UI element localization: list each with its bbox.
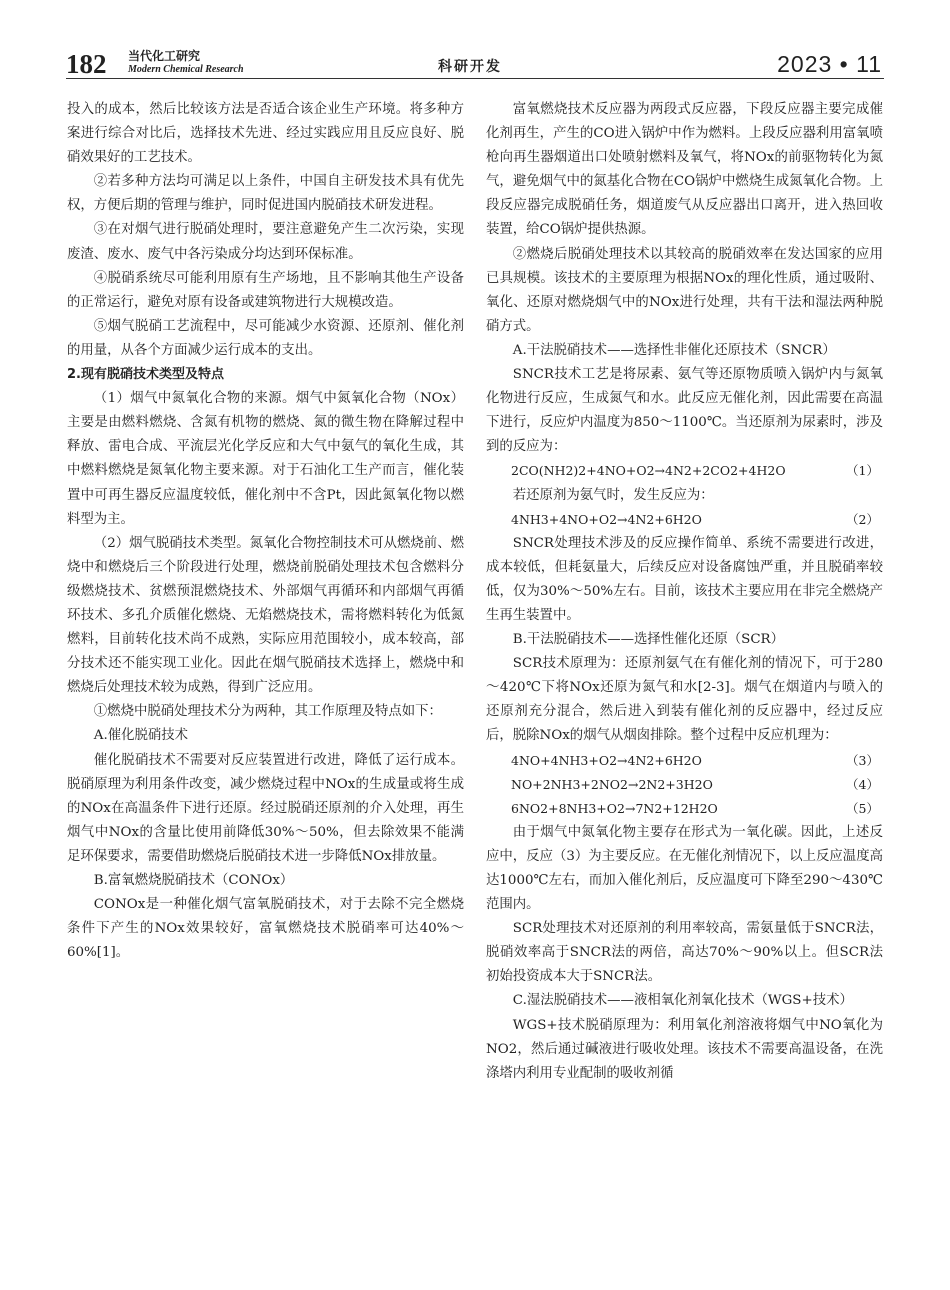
equation [486,749,883,773]
page-number: 182 [66,49,107,79]
journal-name-cn: 当代化工研究 [128,49,201,63]
paragraph: 催化脱硝技术不需要对反应装置进行改进，降低了运行成本。脱硝原理为利用条件改变，减少燃烧过程中NOx的生成量或将生成的NOx在高温条件下进行还原。经过脱硝还原剂的介入处理，再生烟气中NOx的含量比使用前降低30%～50%，但去除效果不能满足环保要求，需要借助燃烧后脱硝技术进一步降低NOx排放量。 [67,752,464,864]
paragraph: （1）烟气中氮氧化合物的来源。烟气中氮氧化合物（NOx）主要是由燃料燃烧、含氮有机物的燃烧、氮的微生物在降解过程中释放、雷电合成、平流层光化学反应和大气中氨气的氧化生成，其中燃料燃烧是氮氧化物主要来源。对于石油化工生产而言，催化装置中可再生器反应温度较低，催化剂中不含Pt，因此氮氧化物以燃料型为主。 [67,391,464,527]
paragraph: ④脱硝系统尽可能利用原有生产场地，且不影响其他生产设备的正常运行，避免对原有设备或建筑物进行大规模改造。 [67,270,464,310]
paragraph: A.干法脱硝技术——选择性非催化还原技术（SNCR） [512,342,836,358]
paragraph: B.干法脱硝技术——选择性催化还原（SCR） [512,632,785,648]
left-column [67,98,464,1278]
equation [486,773,883,797]
issue-date: 2023 • 11 [777,51,882,77]
paragraph: 富氧燃烧技术反应器为两段式反应器，下段反应器主要完成催化剂再生，产生的CO进入锅炉中作为燃料。上段反应器利用富氧喷枪向再生器烟道出口处喷射燃料及氧气，将NOx的前驱物转化为氮气，避免烟气中的氮基化合物在CO锅炉中燃烧生成氮氧化合物。上段反应器完成脱硝任务，烟道废气从反应器出口离开，进入热回收装置，给CO锅炉提供热源。 [486,102,883,238]
paragraph: 由于烟气中氮氧化物主要存在形式为一氧化碳。因此，上述反应中，反应（3）为主要反应。在无催化剂情况下，以上反应温度高达1000℃左右，而加入催化剂后，反应温度可下降至290～430℃范围内。 [486,824,883,913]
paragraph: B.富氧燃烧脱硝技术（CONOx） [93,873,294,888]
paragraph: A.催化脱硝技术 [93,728,189,744]
equation [486,508,883,532]
paragraph: ①燃烧中脱硝处理技术分为两种，其工作原理及特点如下： [93,704,442,720]
paragraph: ②若多种方法均可满足以上条件，中国自主研发技术具有优先权，方便后期的管理与维护，同时促进国内脱硝技术研发进程。 [67,174,464,214]
paragraph: WGS+技术脱硝原理为：利用氧化剂溶液将烟气中NO氧化为NO2，然后通过碱液进行吸收处理。该技术不需要高温设备，在洗涤塔内利用专业配制的吸收剂循 [486,1017,883,1081]
paragraph: C.湿法脱硝技术——液相氧化剂氧化技术（WGS+技术） [512,993,853,1009]
equation-text: 2CO(NH2)2+4NO+O2→4N2+2CO2+4H2O [511,463,786,479]
equation-number: （4） [846,776,879,792]
equation-number: （2） [846,511,879,527]
equation-text: 4NH3+4NO+O2→4N2+6H2O [511,511,702,527]
equation-text: NO+2NH3+2NO2→2N2+3H2O [511,776,713,792]
equation-number: （5） [846,800,879,816]
section-heading: 2.现有脱硝技术类型及特点 [67,367,224,383]
paragraph: （2）烟气脱硝技术类型。氮氧化合物控制技术可从燃烧前、燃烧中和燃烧后三个阶段进行处理，燃烧前脱硝处理技术包含燃料分级燃烧技术、贫燃预混燃烧技术、外部烟气再循环和内部烟气再循环技术、多孔介质催化燃烧、无焰燃烧技术，需将燃料转化为低氮燃料，目前转化技术尚不成熟，实际应用范围较小，成本较高，部分技术还不能实现工业化。因此在烟气脱硝技术选择上，燃烧中和燃烧后处理技术较为成熟，得到广泛应用。 [67,535,464,696]
header-rule [66,78,884,79]
paragraph: SNCR技术工艺是将尿素、氨气等还原物质喷入锅炉内与氮氧化物进行反应，生成氮气和水。此反应无催化剂，因此需要在高温下进行，反应炉内温度为850～1100℃。当还原剂为尿素时，涉及到的反应为： [486,367,883,455]
equation-text: 4NO+4NH3+O2→4N2+6H2O [511,752,702,768]
paragraph: ③在对烟气进行脱硝处理时，要注意避免产生二次污染，实现废渣、废水、废气中各污染成分均达到环保标准。 [67,222,464,262]
paragraph: 投入的成本，然后比较该方法是否适合该企业生产环境。将多种方案进行综合对比后，选择技术先进、经过实践应用且反应良好、脱硝效果好的工艺技术。 [67,102,464,166]
paragraph: SCR处理技术对还原剂的利用率较高，需氨量低于SNCR法，脱硝效率高于SNCR法的两倍，高达70%～90%以上。但SCR法初始投资成本大于SNCR法。 [486,921,883,985]
right-column [486,98,883,1278]
journal-name-en: Modern Chemical Research [128,64,244,75]
equation [486,459,883,483]
equation [486,797,883,821]
paragraph: SCR技术原理为：还原剂氨气在有催化剂的情况下，可于280～420℃下将NOx还原为氮气和水[2-3]。烟气在烟道内与喷入的还原剂充分混合，然后进入到装有催化剂的反应器中，经过反应后，脱除NOx的烟气从烟囱排除。整个过程中反应机理为： [486,656,883,744]
page-header [66,50,884,78]
paragraph: ⑤烟气脱硝工艺流程中，尽可能减少水资源、还原剂、催化剂的用量，从各个方面减少运行成本的支出。 [67,318,464,358]
equation-text: 6NO2+8NH3+O2→7N2+12H2O [511,800,718,816]
equation-number: （3） [846,752,879,768]
paragraph: CONOx是一种催化烟气富氧脱硝技术，对于去除不完全燃烧条件下产生的NOx效果较好，富氧燃烧技术脱硝率可达40%～60%[1]。 [67,897,464,961]
section-title: 科研开发 [438,59,502,75]
paragraph: 若还原剂为氨气时，发生反应为： [512,487,714,503]
paragraph: ②燃烧后脱硝处理技术以其较高的脱硝效率在发达国家的应用已具规模。该技术的主要原理为根据NOx的理化性质，通过吸附、氧化、还原对燃烧烟气中的NOx进行处理，共有干法和湿法两种脱硝方式。 [486,246,883,334]
paragraph: SNCR处理技术涉及的反应操作简单、系统不需要进行改进，成本较低，但耗氨量大，后续反应对设备腐蚀严重，并且脱硝率较低，仅为30%～50%左右。目前，该技术主要应用在非完全燃烧产生再生装置中。 [486,535,883,623]
equation-number: （1） [846,463,879,479]
